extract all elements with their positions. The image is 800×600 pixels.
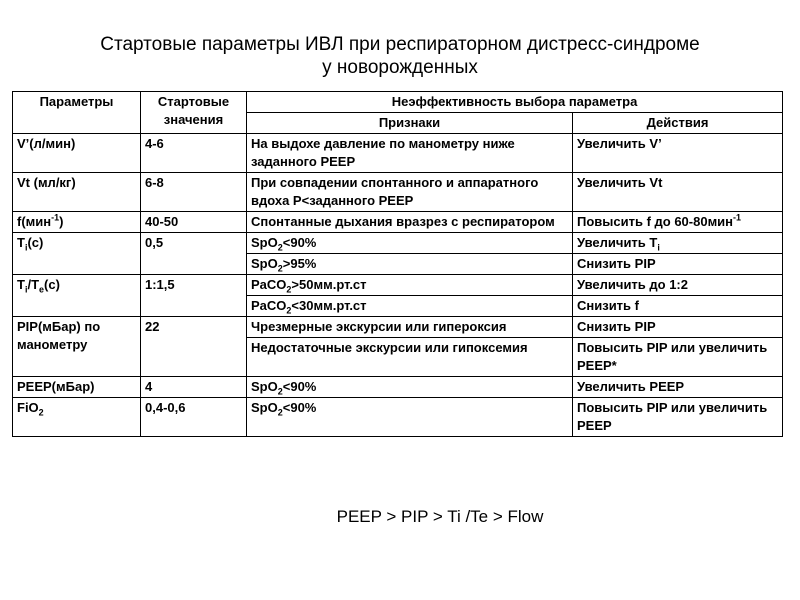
value-cell: 6-8 — [141, 173, 247, 212]
param-cell — [13, 275, 141, 317]
param-superscript: -1 — [51, 212, 60, 223]
value-cell: 4-6 — [141, 134, 247, 173]
sign-text-end: <30мм.рт.ст — [291, 298, 367, 313]
sign-text: SpO — [251, 400, 278, 415]
header-inefficiency: Неэффективность выбора параметра — [247, 92, 783, 113]
sign-text: PaCO — [251, 277, 287, 292]
header-params: Параметры — [13, 92, 141, 134]
sign-text-end: >95% — [282, 256, 317, 271]
action-cell: Повысить PIP или увеличить PEEP — [573, 398, 783, 437]
sign-text: PaCO — [251, 298, 287, 313]
value-cell: 0,4-0,6 — [141, 398, 247, 437]
sign-text-end: <90% — [282, 400, 317, 415]
sign-cell: Спонтанные дыхания вразрез с респиратором — [247, 212, 573, 233]
value-cell: 4 — [141, 377, 247, 398]
sign-text-end: >50мм.рт.ст — [291, 277, 367, 292]
header-start-values: Стартовые значения — [141, 92, 247, 134]
param-subscript: e — [39, 284, 45, 295]
sign-cell: Недостаточные экскурсии или гипоксемия — [247, 338, 573, 377]
param-cell — [13, 398, 141, 437]
sign-subscript: 2 — [286, 305, 292, 316]
sign-subscript: 2 — [277, 407, 283, 418]
param-cell: PEEP(мБар) — [13, 377, 141, 398]
sign-subscript: 2 — [277, 263, 283, 274]
sign-text: SpO — [251, 235, 278, 250]
title-line-1: Стартовые параметры ИВЛ при респираторном дистресс-синдроме — [100, 34, 700, 55]
action-text: Повысить f до 60-80мин — [577, 214, 734, 229]
table-row — [13, 212, 783, 233]
param-text-end: (с) — [44, 277, 60, 292]
ventilation-parameters-table — [12, 91, 783, 437]
value-cell: 40-50 — [141, 212, 247, 233]
table-row — [13, 317, 783, 338]
param-text: T — [17, 235, 25, 250]
action-cell — [573, 233, 783, 254]
sign-text: SpO — [251, 379, 278, 394]
value-cell: 0,5 — [141, 233, 247, 275]
sign-text: SpO — [251, 256, 278, 271]
action-cell: Увеличить V’ — [573, 134, 783, 173]
param-subscript: i — [24, 284, 28, 295]
param-text: FiO — [17, 400, 39, 415]
param-text: T — [17, 277, 25, 292]
param-text-end: (с) — [27, 235, 44, 250]
table-row — [13, 398, 783, 437]
table-row — [13, 233, 783, 254]
action-cell: Снизить PIP — [573, 254, 783, 275]
sign-subscript: 2 — [277, 242, 283, 253]
param-text: f(мин — [17, 214, 52, 229]
action-cell: Увеличить до 1:2 — [573, 275, 783, 296]
sign-cell: Чрезмерные экскурсии или гипероксия — [247, 317, 573, 338]
table-row — [13, 377, 783, 398]
param-cell — [13, 212, 141, 233]
header-row-1 — [13, 92, 783, 113]
table-row — [13, 134, 783, 173]
action-subscript: i — [657, 242, 660, 253]
action-cell: Увеличить PEEP — [573, 377, 783, 398]
title-line-2: у новорожденных — [322, 57, 478, 78]
sign-cell — [247, 377, 573, 398]
param-cell: V’(л/мин) — [13, 134, 141, 173]
action-cell: Снизить PIP — [573, 317, 783, 338]
page-title — [0, 33, 800, 79]
header-actions: Действия — [573, 113, 783, 134]
param-cell — [13, 233, 141, 275]
header-signs: Признаки — [247, 113, 573, 134]
param-subscript: 2 — [38, 407, 44, 418]
action-text: Увеличить T — [577, 235, 658, 250]
sign-cell: На выдохе давление по манометру ниже заданного PEEP — [247, 134, 573, 173]
sign-text-end: <90% — [282, 379, 317, 394]
sign-cell — [247, 275, 573, 296]
action-cell: Снизить f — [573, 296, 783, 317]
action-cell: Повысить PIP или увеличить PEEP* — [573, 338, 783, 377]
parameter-priority-formula: PEEP > PIP > Ti /Te > Flow — [336, 507, 544, 526]
param-text-mid: /T — [27, 277, 40, 292]
sign-cell — [247, 233, 573, 254]
sign-subscript: 2 — [277, 386, 283, 397]
sign-cell — [247, 254, 573, 275]
param-cell: PIP(мБар) по манометру — [13, 317, 141, 377]
table-row — [13, 275, 783, 296]
sign-text-end: <90% — [282, 235, 317, 250]
param-text-end: ) — [59, 214, 64, 229]
value-cell: 22 — [141, 317, 247, 377]
value-cell: 1:1,5 — [141, 275, 247, 317]
action-cell: Увеличить Vt — [573, 173, 783, 212]
table-row — [13, 173, 783, 212]
param-cell: Vt (мл/кг) — [13, 173, 141, 212]
param-subscript: i — [24, 242, 28, 253]
sign-cell — [247, 398, 573, 437]
sign-cell — [247, 296, 573, 317]
sign-subscript: 2 — [286, 284, 292, 295]
action-superscript: -1 — [733, 212, 742, 223]
sign-cell: При совпадении спонтанного и аппаратного вдоха P<заданного PEEP — [247, 173, 573, 212]
action-cell — [573, 212, 783, 233]
